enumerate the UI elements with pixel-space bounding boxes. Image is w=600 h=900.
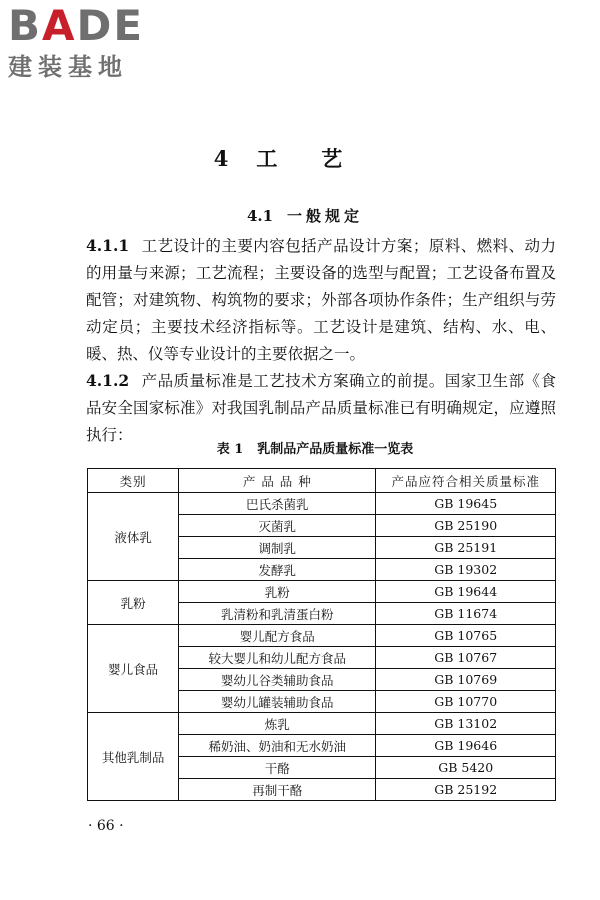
product-cell: 巴氏杀菌乳	[179, 493, 376, 515]
standard-cell: GB 25190	[376, 515, 556, 537]
product-cell: 再制干酪	[179, 779, 376, 801]
section-heading: 一般规定	[287, 207, 364, 225]
product-cell: 调制乳	[179, 537, 376, 559]
table-caption	[0, 438, 600, 457]
clause-number: 4.1.2	[86, 371, 130, 390]
chapter-heading: 工艺	[256, 146, 387, 171]
standard-cell: GB 5420	[376, 757, 556, 779]
table-caption-number: 表 1	[216, 442, 244, 457]
logo-wordmark: BADE	[8, 1, 145, 50]
standard-cell: GB 10765	[376, 625, 556, 647]
table-row	[88, 581, 556, 603]
category-cell: 婴儿食品	[88, 625, 179, 713]
standard-cell: GB 19644	[376, 581, 556, 603]
standard-cell: GB 10769	[376, 669, 556, 691]
standard-cell: GB 19646	[376, 735, 556, 757]
product-cell: 乳粉	[179, 581, 376, 603]
product-cell: 婴幼儿谷类辅助食品	[179, 669, 376, 691]
product-cell: 较大婴儿和幼儿配方食品	[179, 647, 376, 669]
product-cell: 婴幼儿罐装辅助食品	[179, 691, 376, 713]
standard-cell: GB 10770	[376, 691, 556, 713]
table-row	[88, 713, 556, 735]
logo-subtitle: 建装基地	[8, 53, 128, 81]
category-cell: 液体乳	[88, 493, 179, 581]
clause-text: 工艺设计的主要内容包括产品设计方案；原料、燃料、动力的用量与来源；工艺流程；主要设备的选型与配置；工艺设备布置及配管；对建筑物、构筑物的要求；外部各项协作条件；生产组织与劳动定员；主要技术经济指标等。工艺设计是建筑、结构、水、电、暖、热、仪等专业设计的主要依据之一。	[86, 237, 556, 363]
page-number: · 66 ·	[88, 818, 124, 834]
standard-cell: GB 25192	[376, 779, 556, 801]
section-number: 4.1	[246, 207, 274, 225]
table-row	[88, 625, 556, 647]
category-cell: 乳粉	[88, 581, 179, 625]
chapter-number: 4	[213, 146, 231, 171]
product-cell: 乳清粉和乳清蛋白粉	[179, 603, 376, 625]
clause-paragraph	[86, 232, 556, 368]
standard-cell: GB 13102	[376, 713, 556, 735]
brand-logo	[8, 1, 178, 82]
product-cell: 灭菌乳	[179, 515, 376, 537]
section-title	[0, 205, 600, 226]
product-cell: 干酪	[179, 757, 376, 779]
product-cell: 炼乳	[179, 713, 376, 735]
standard-cell: GB 10767	[376, 647, 556, 669]
standard-cell: GB 25191	[376, 537, 556, 559]
table-row	[88, 493, 556, 515]
standard-cell: GB 11674	[376, 603, 556, 625]
table-caption-text: 乳制品产品质量标准一览表	[257, 442, 414, 457]
product-cell: 发酵乳	[179, 559, 376, 581]
standard-cell: GB 19645	[376, 493, 556, 515]
clause-number: 4.1.1	[86, 236, 130, 255]
standards-table	[87, 468, 556, 801]
chapter-title	[0, 143, 600, 173]
standard-cell: GB 19302	[376, 559, 556, 581]
clause-text: 产品质量标准是工艺技术方案确立的前提。国家卫生部《食品安全国家标准》对我国乳制品产品质量标准已有明确规定，应遵照执行：	[86, 372, 556, 444]
product-cell: 婴儿配方食品	[179, 625, 376, 647]
header-category: 类别	[88, 469, 179, 493]
table-header-row	[88, 469, 556, 493]
header-product: 产 品 品 种	[179, 469, 376, 493]
category-cell: 其他乳制品	[88, 713, 179, 801]
product-cell: 稀奶油、奶油和无水奶油	[179, 735, 376, 757]
clause-paragraph	[86, 367, 556, 449]
header-standard: 产品应符合相关质量标准	[376, 469, 556, 493]
